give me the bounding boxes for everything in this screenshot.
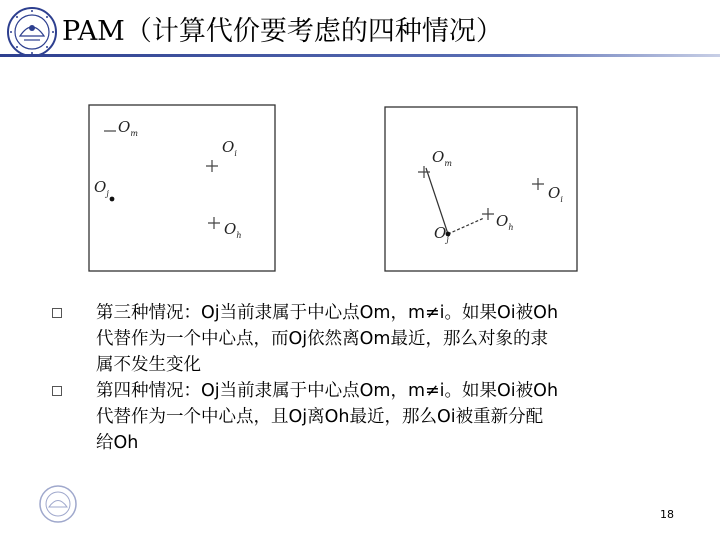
- oj-point: [110, 197, 115, 202]
- oi-label: $O_i$: [222, 138, 237, 158]
- bullet-line: 代替作为一个中心点，而Oj依然离Om最近，那么对象的隶: [96, 329, 548, 349]
- bullet-line: 代替作为一个中心点，且Oj离Oh最近，那么Oi被重新分配: [96, 407, 544, 427]
- oh-label: $O_h$: [224, 220, 242, 240]
- bullet-line: 第三种情况：Oj当前隶属于中心点Om，m≠i。如果Oi被Oh: [96, 303, 559, 323]
- bullet-line: 属不发生变化: [96, 355, 201, 375]
- square-bullet-icon: [52, 386, 62, 396]
- om-label: $O_m$: [118, 118, 138, 138]
- bullet-item-case-3: [52, 300, 682, 378]
- diagram-case-3: [88, 104, 278, 274]
- bullet-line: 第四种情况：Oj当前隶属于中心点Om，m≠i。如果Oi被Oh: [96, 381, 559, 401]
- oi-label: $O_i$: [548, 184, 563, 204]
- bullet-line: 给Oh: [96, 433, 139, 453]
- page-number: 18: [660, 508, 674, 521]
- university-seal-logo: [6, 6, 58, 58]
- university-seal-watermark: [38, 484, 78, 524]
- om-label: $O_m$: [432, 148, 452, 168]
- bullet-list: [52, 300, 682, 456]
- slide-title: PAM（计算代价要考虑的四种情况）: [62, 16, 503, 47]
- title-divider: [0, 54, 720, 57]
- oh-label: $O_h$: [496, 212, 514, 232]
- oj-label: $O_j$: [434, 224, 449, 244]
- square-bullet-icon: [52, 308, 62, 318]
- oj-label: $O_j$: [94, 178, 109, 198]
- diagram-case-4: [384, 106, 580, 276]
- bullet-item-case-4: [52, 378, 682, 456]
